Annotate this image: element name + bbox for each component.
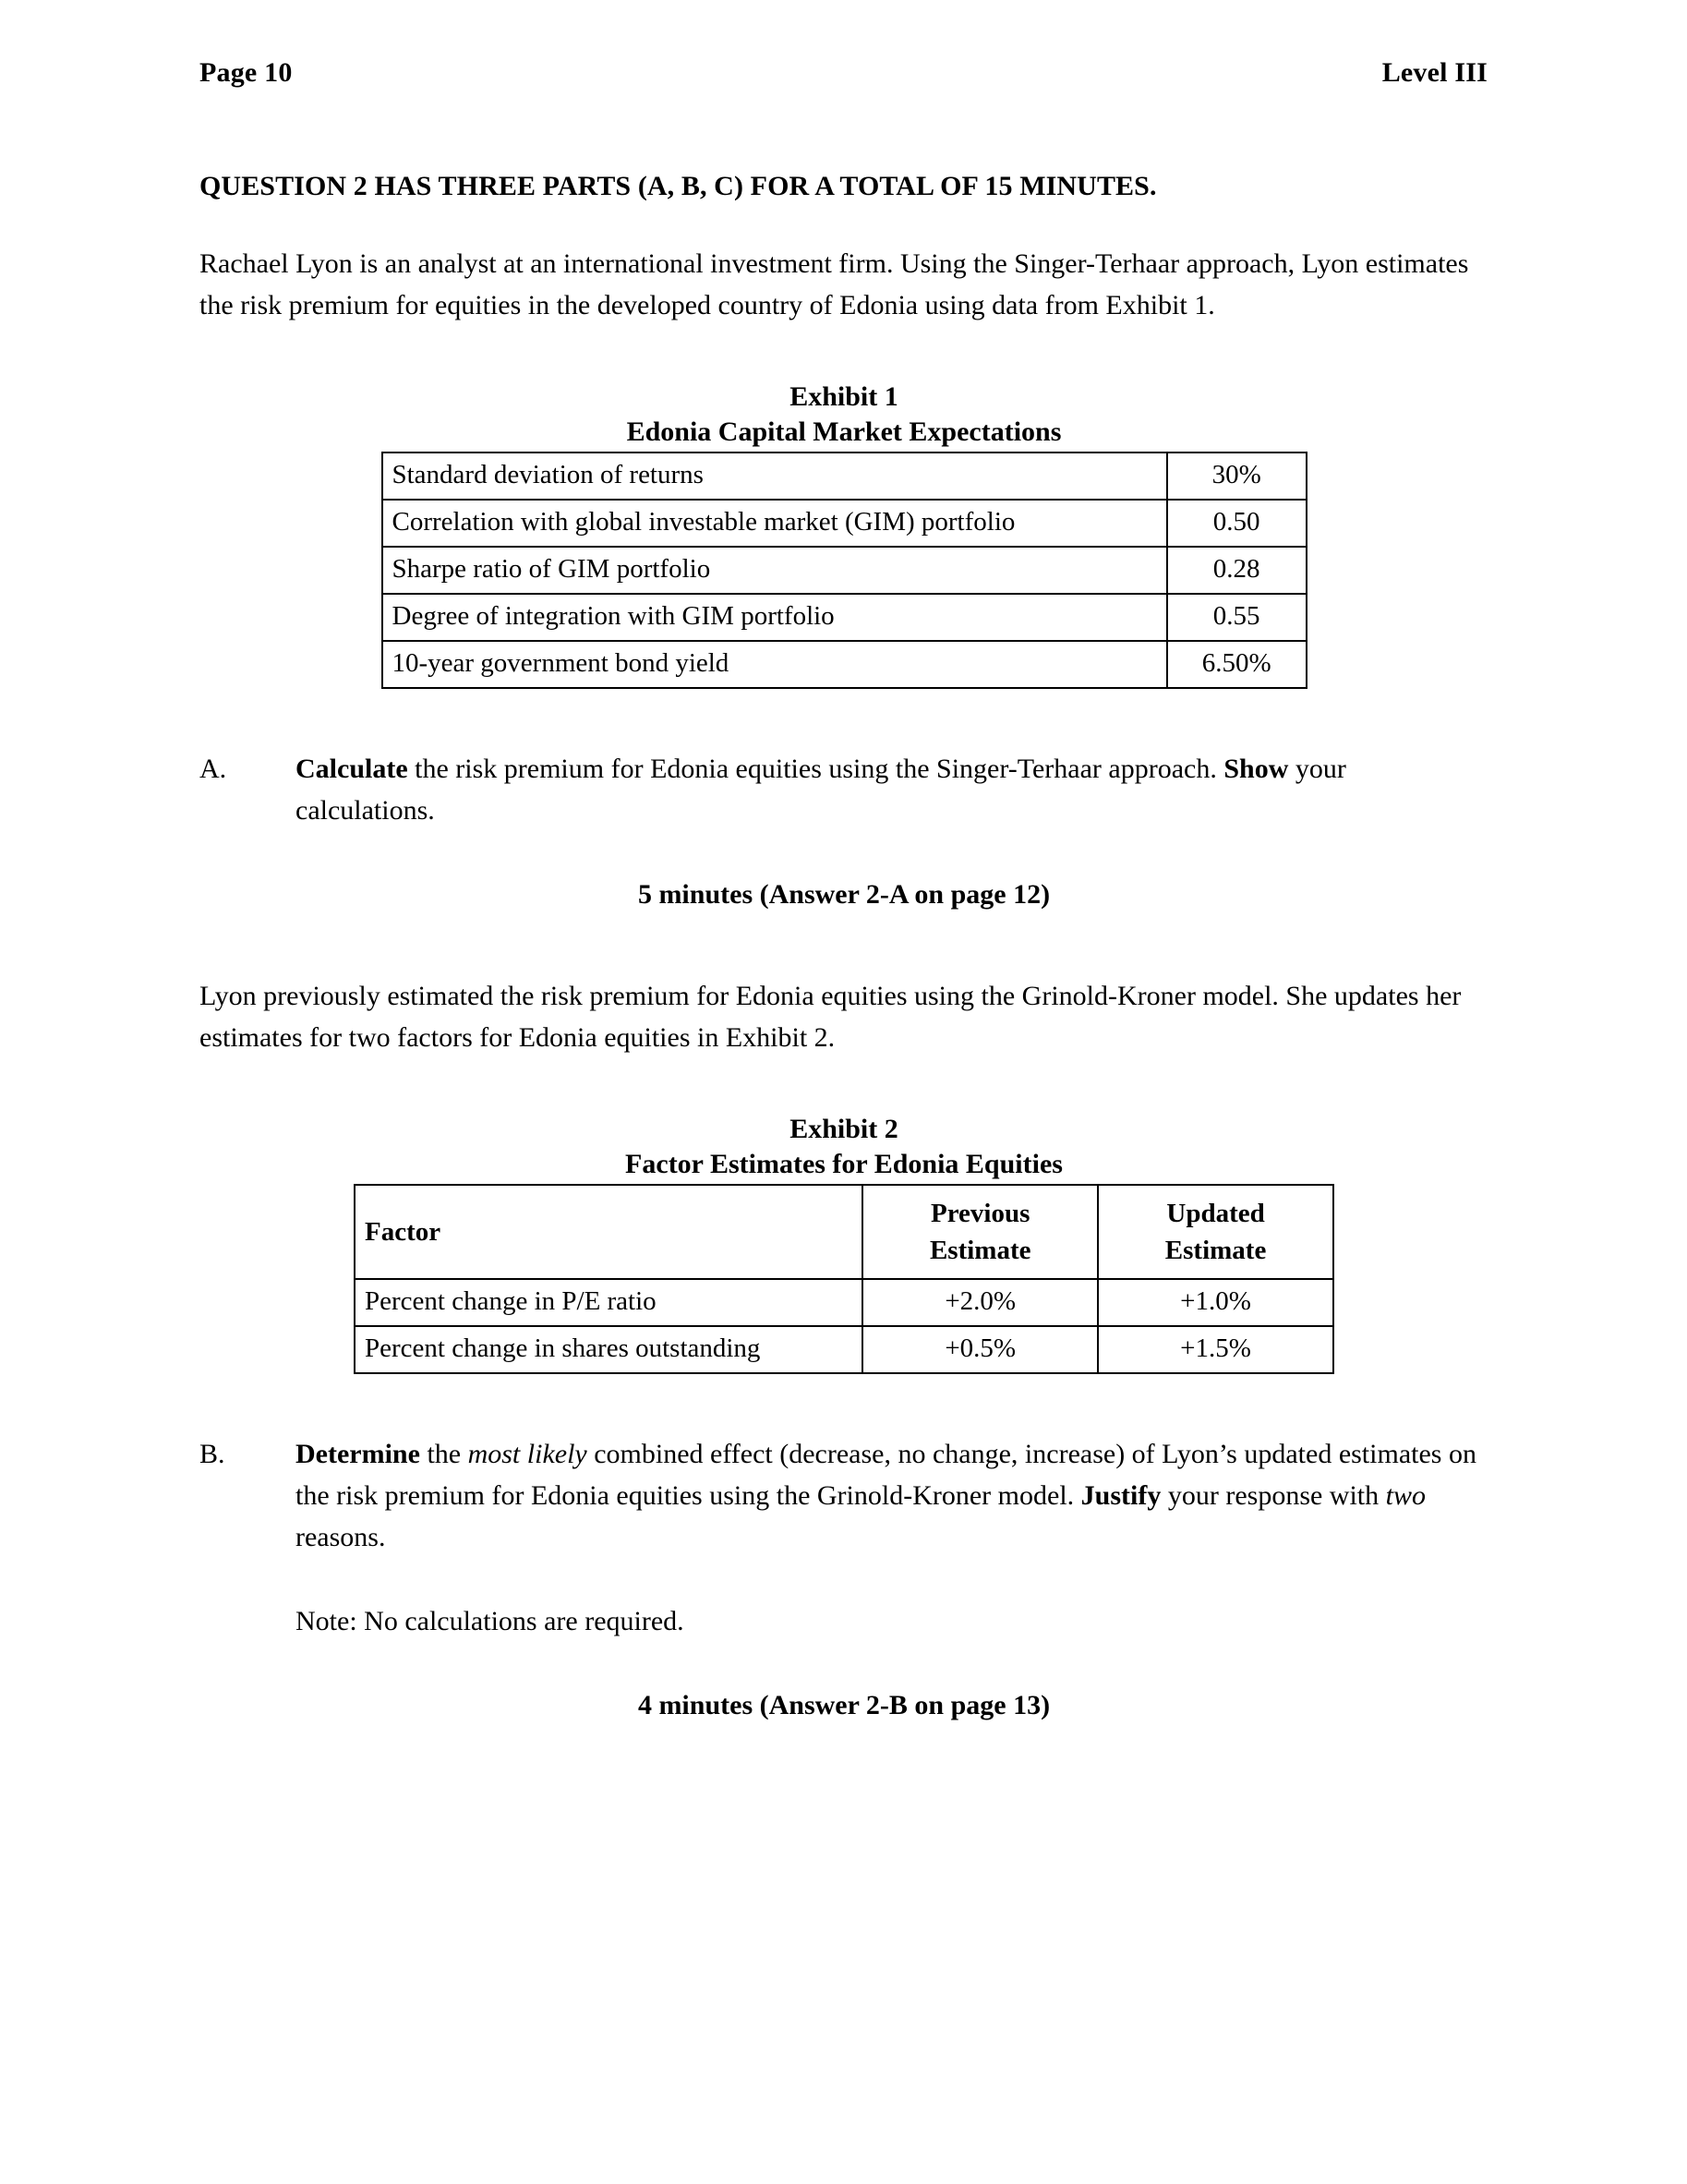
row-value: 30% [1167,452,1307,500]
table-row [382,641,1307,688]
part-b-keyword-justify: Justify [1080,1480,1162,1511]
row-previous-estimate: +2.0% [862,1279,1098,1326]
updated-head-line1: Updated [1166,1199,1265,1228]
running-head [199,57,1488,89]
exhibit-1-number: Exhibit 1 [789,381,898,412]
part-a-keyword-calculate: Calculate [295,754,408,784]
intro-paragraph: Rachael Lyon is an analyst at an international investment firm. Using the Singer-Terhaar approach, Lyon estimates the risk premium for equities in the developed country of Edonia using data from Exhibit 1. [199,248,1469,320]
table-row [382,547,1307,594]
part-a-text-1: the risk premium for Edonia equities using the Singer-Terhaar approach. [407,754,1224,784]
table-row [382,594,1307,641]
row-factor: Percent change in shares outstanding [355,1326,862,1373]
exhibit-2-title: Factor Estimates for Edonia Equities [625,1149,1063,1179]
exhibit-1-block [199,380,1488,689]
part-b-text-4: reasons. [295,1522,386,1552]
part-b-letter: B. [199,1439,225,1469]
row-label: 10-year government bond yield [382,641,1167,688]
part-b-text [295,1433,1488,1558]
part-b-text-1: the [419,1439,468,1469]
table-row [382,452,1307,500]
previous-head-line1: Previous [931,1199,1030,1228]
part-b-keyword-determine: Determine [295,1439,420,1469]
page-number-label: Page 10 [199,57,293,88]
exhibit-1-table [381,452,1307,689]
part-a-keyword-show: Show [1223,754,1289,784]
row-label: Standard deviation of returns [382,452,1167,500]
table-header-row [355,1185,1333,1279]
column-header-previous-estimate [862,1185,1098,1279]
exhibit-2-caption [199,1112,1488,1182]
exam-level-label: Level III [1381,57,1488,88]
row-value: 0.55 [1167,594,1307,641]
table-row [355,1279,1333,1326]
exhibit-2-block [199,1112,1488,1374]
part-b-text-2: combined effect (decrease, no change, increase) of Lyon’s updated estimates on the risk premium for Edonia equities using the Grinold-Kroner model. [295,1439,1476,1511]
part-a-text-2: your calculations. [295,754,1346,826]
updated-head-line2: Estimate [1164,1236,1267,1265]
part-a-text [295,748,1488,831]
row-factor: Percent change in P/E ratio [355,1279,862,1326]
row-label: Degree of integration with GIM portfolio [382,594,1167,641]
row-updated-estimate: +1.0% [1098,1279,1333,1326]
row-value: 0.50 [1167,500,1307,547]
part-b-note: Note: No calculations are required. [295,1606,684,1636]
exhibit-1-title: Edonia Capital Market Expectations [626,416,1062,447]
question-title: QUESTION 2 HAS THREE PARTS (A, B, C) FOR A TOTAL OF 15 MINUTES. [199,171,1157,201]
part-b-italic-two: two [1385,1480,1426,1511]
exhibit-1-caption [199,380,1488,450]
second-paragraph: Lyon previously estimated the risk premium for Edonia equities using the Grinold-Kroner model. She updates her estimates for two factors for Edonia equities in Exhibit 2. [199,981,1462,1053]
row-previous-estimate: +0.5% [862,1326,1098,1373]
row-updated-estimate: +1.5% [1098,1326,1333,1373]
row-value: 0.28 [1167,547,1307,594]
question-part-b [199,1433,1488,1558]
part-a-timing: 5 minutes (Answer 2-A on page 12) [637,879,1051,910]
question-part-a [199,748,1488,831]
row-label: Sharpe ratio of GIM portfolio [382,547,1167,594]
part-a-letter: A. [199,754,227,784]
exhibit-2-table [354,1184,1334,1374]
page-content [199,171,1488,1721]
part-b-timing: 4 minutes (Answer 2-B on page 13) [637,1690,1051,1720]
part-b-text-3: your response with [1161,1480,1386,1511]
exhibit-2-number: Exhibit 2 [789,1114,898,1144]
row-value: 6.50% [1167,641,1307,688]
column-header-updated-estimate [1098,1185,1333,1279]
row-label: Correlation with global investable market (GIM) portfolio [382,500,1167,547]
part-b-italic-most-likely: most likely [467,1439,587,1469]
column-header-factor: Factor [355,1185,862,1279]
table-row [355,1326,1333,1373]
previous-head-line2: Estimate [929,1236,1031,1265]
table-row [382,500,1307,547]
